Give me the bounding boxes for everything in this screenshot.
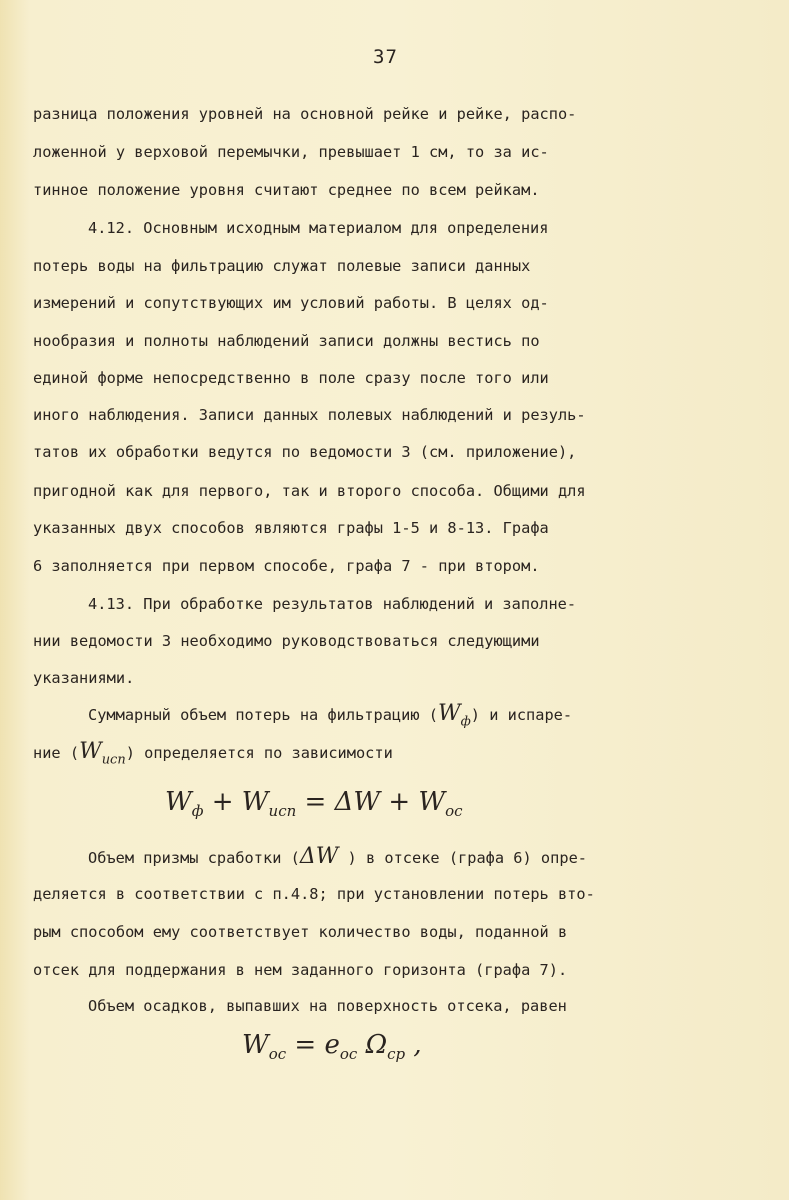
text-line: 6 заполняется при первом способе, графа 7 - при втором.: [33, 557, 540, 575]
symbol-letter: W: [79, 741, 102, 764]
text-line: иного наблюдения. Записи данных полевых наблюдений и резуль-: [33, 406, 586, 424]
symbol-w-filtration: [437, 703, 471, 730]
text-line: указаниями.: [33, 669, 135, 687]
text-line: 4.12. Основным исходным материалом для определения: [88, 219, 549, 237]
text-line: разница положения уровней на основной рейке и рейке, распо-: [33, 105, 577, 123]
text-line: рым способом ему соответствует количество воды, поданной в: [33, 923, 568, 941]
formula-balance: $W_ф + W_{исп} = \Delta W + W_{ос}$: [165, 787, 463, 821]
text-line: 4.13. При обработке результатов наблюдений и заполне-: [88, 595, 577, 613]
symbol-w-evaporation: [79, 741, 126, 768]
text-line: Объем осадков, выпавших на поверхность отсека, равен: [88, 997, 567, 1015]
page-number: 37: [373, 46, 398, 68]
symbol-letter: W: [437, 703, 461, 726]
text-line: пригодной как для первого, так и второго способа. Общими для: [33, 482, 586, 500]
text-line: нообразия и полноты наблюдений записи должны вестись по: [33, 332, 540, 350]
text-fragment: ) в отсеке (графа 6) опре-: [338, 849, 587, 867]
symbol-subscript: ф: [460, 714, 471, 730]
text-fragment: ) определяется по зависимости: [125, 744, 393, 762]
text-line: нии ведомости 3 необходимо руководствоваться следующими: [33, 632, 540, 650]
text-fragment: ние (: [33, 744, 80, 762]
text-line: потерь воды на фильтрацию служат полевые записи данных: [33, 257, 531, 275]
text-line: тинное положение уровня считают среднее по всем рейкам.: [33, 181, 540, 199]
text-line: татов их обработки ведутся по ведомости 3 (см. приложение),: [33, 443, 577, 461]
symbol-delta-w: ΔW: [299, 846, 339, 869]
text-line: отсек для поддержания в нем заданного горизонта (графа 7).: [33, 961, 568, 979]
text-line: деляется в соответствии с п.4.8; при установлении потерь вто-: [33, 885, 595, 903]
text-fragment: ) и испаре-: [470, 706, 573, 724]
text-line: [88, 846, 733, 869]
text-line: единой форме непосредственно в поле сразу после того или: [33, 369, 549, 387]
formula-precipitation: $W_{ос} = e_{ос}$ $\Omega_{ср}$ ,: [242, 1030, 422, 1064]
text-line: ложенной у верховой перемычки, превышает 1 см, то за ис-: [33, 143, 549, 161]
text-line: [88, 703, 733, 733]
text-line: измерений и сопутствующих им условий работы. В целях од-: [33, 294, 549, 312]
text-line: [33, 741, 733, 771]
symbol-subscript: исп: [101, 752, 126, 768]
text-line: указанных двух способов являются графы 1-5 и 8-13. Графа: [33, 519, 549, 537]
text-fragment: Суммарный объем потерь на фильтрацию (: [88, 706, 438, 724]
text-fragment: Объем призмы сработки (: [88, 849, 300, 867]
